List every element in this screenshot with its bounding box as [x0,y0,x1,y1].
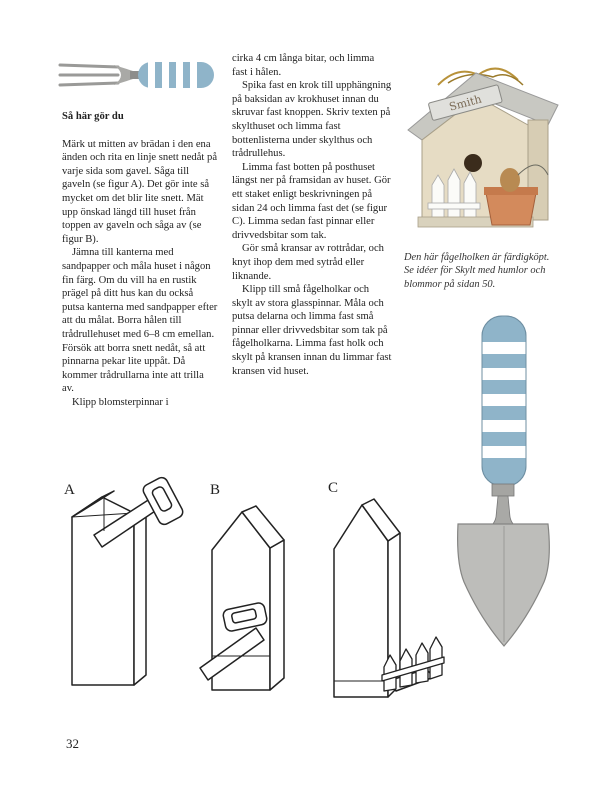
instructions-column-2 [232,52,392,378]
paragraph: Jämna till kanterna med sandpapper och måla huset i någon fin färg. Om du vill ha en rustik prägel på ditt hus kan du också putsa kanterna med sandpapper efter att du målat. Borra hålen till trådrullehuset med 6–8 cm emellan. Försök att borra snett nedåt, så att pinnarna pekar lite uppåt. Då kommer trådrullarna inte att trilla av. [62,247,218,395]
page-number: 32 [66,736,79,751]
sign-text: Smith [447,92,484,114]
figure-a-board-with-saw [64,475,184,690]
figure-c-board-with-fence [326,485,456,705]
paragraph: Spika fast en krok till upphängning på baksidan av krokhuset innan du skruvar fast knoppen. Skriv texten på skylthuset och limma fast bottenlisterna under skylthus och trådrullehus. [232,80,392,160]
section-heading: Så här gör du [62,111,124,122]
paragraph: Märk ut mitten av brädan i den ena änden och rita en linje snett nedåt på varje sida som gavel. Såga till gaveln (se figur A). Det gör inte så mycket om det blir lite snett. Mät upp önskad längd till huset från toppen av gaveln och såga av (se figur B). [62,138,218,245]
figure-label-a: A [64,482,75,498]
paragraph: Klipp blomsterpinnar i [72,396,169,408]
figure-b-pointed-board [198,478,298,693]
figure-label-c: C [328,480,339,496]
garden-fork-icon [58,55,218,95]
garden-trowel-illustration [452,312,562,652]
photo-caption: Den här fågelholken är färdigköpt. Se idéer för Skylt med humlor och blommor på sidan 50. [404,252,550,290]
instructions-column-1 [62,110,218,409]
paragraph: Klipp till små fågelholkar och skylt av stora glasspinnar. Måla och putsa delarna och limma fast små pinnar eller drivvedsbitar som tak på fågelholkarna. Limma fast holk och skylt på kransen innan du limmar fast kransen vid huset. [232,284,392,377]
paragraph: cirka 4 cm långa bitar, och limma fast i hålen. [232,53,375,78]
birdhouse-photo [398,45,558,235]
paragraph: Limma fast botten på posthuset längst ner på framsidan av huset. Gör ett staket enligt beskrivningen på sidan 24 och limma fast det (se figur C). Limma sedan fast pinnar eller drivvedsbitar som tak. [232,161,391,241]
paragraph: Gör små kransar av rottrådar, och knyt ihop dem med sytråd eller liknande. [232,243,384,282]
figure-label-b: B [210,482,221,498]
